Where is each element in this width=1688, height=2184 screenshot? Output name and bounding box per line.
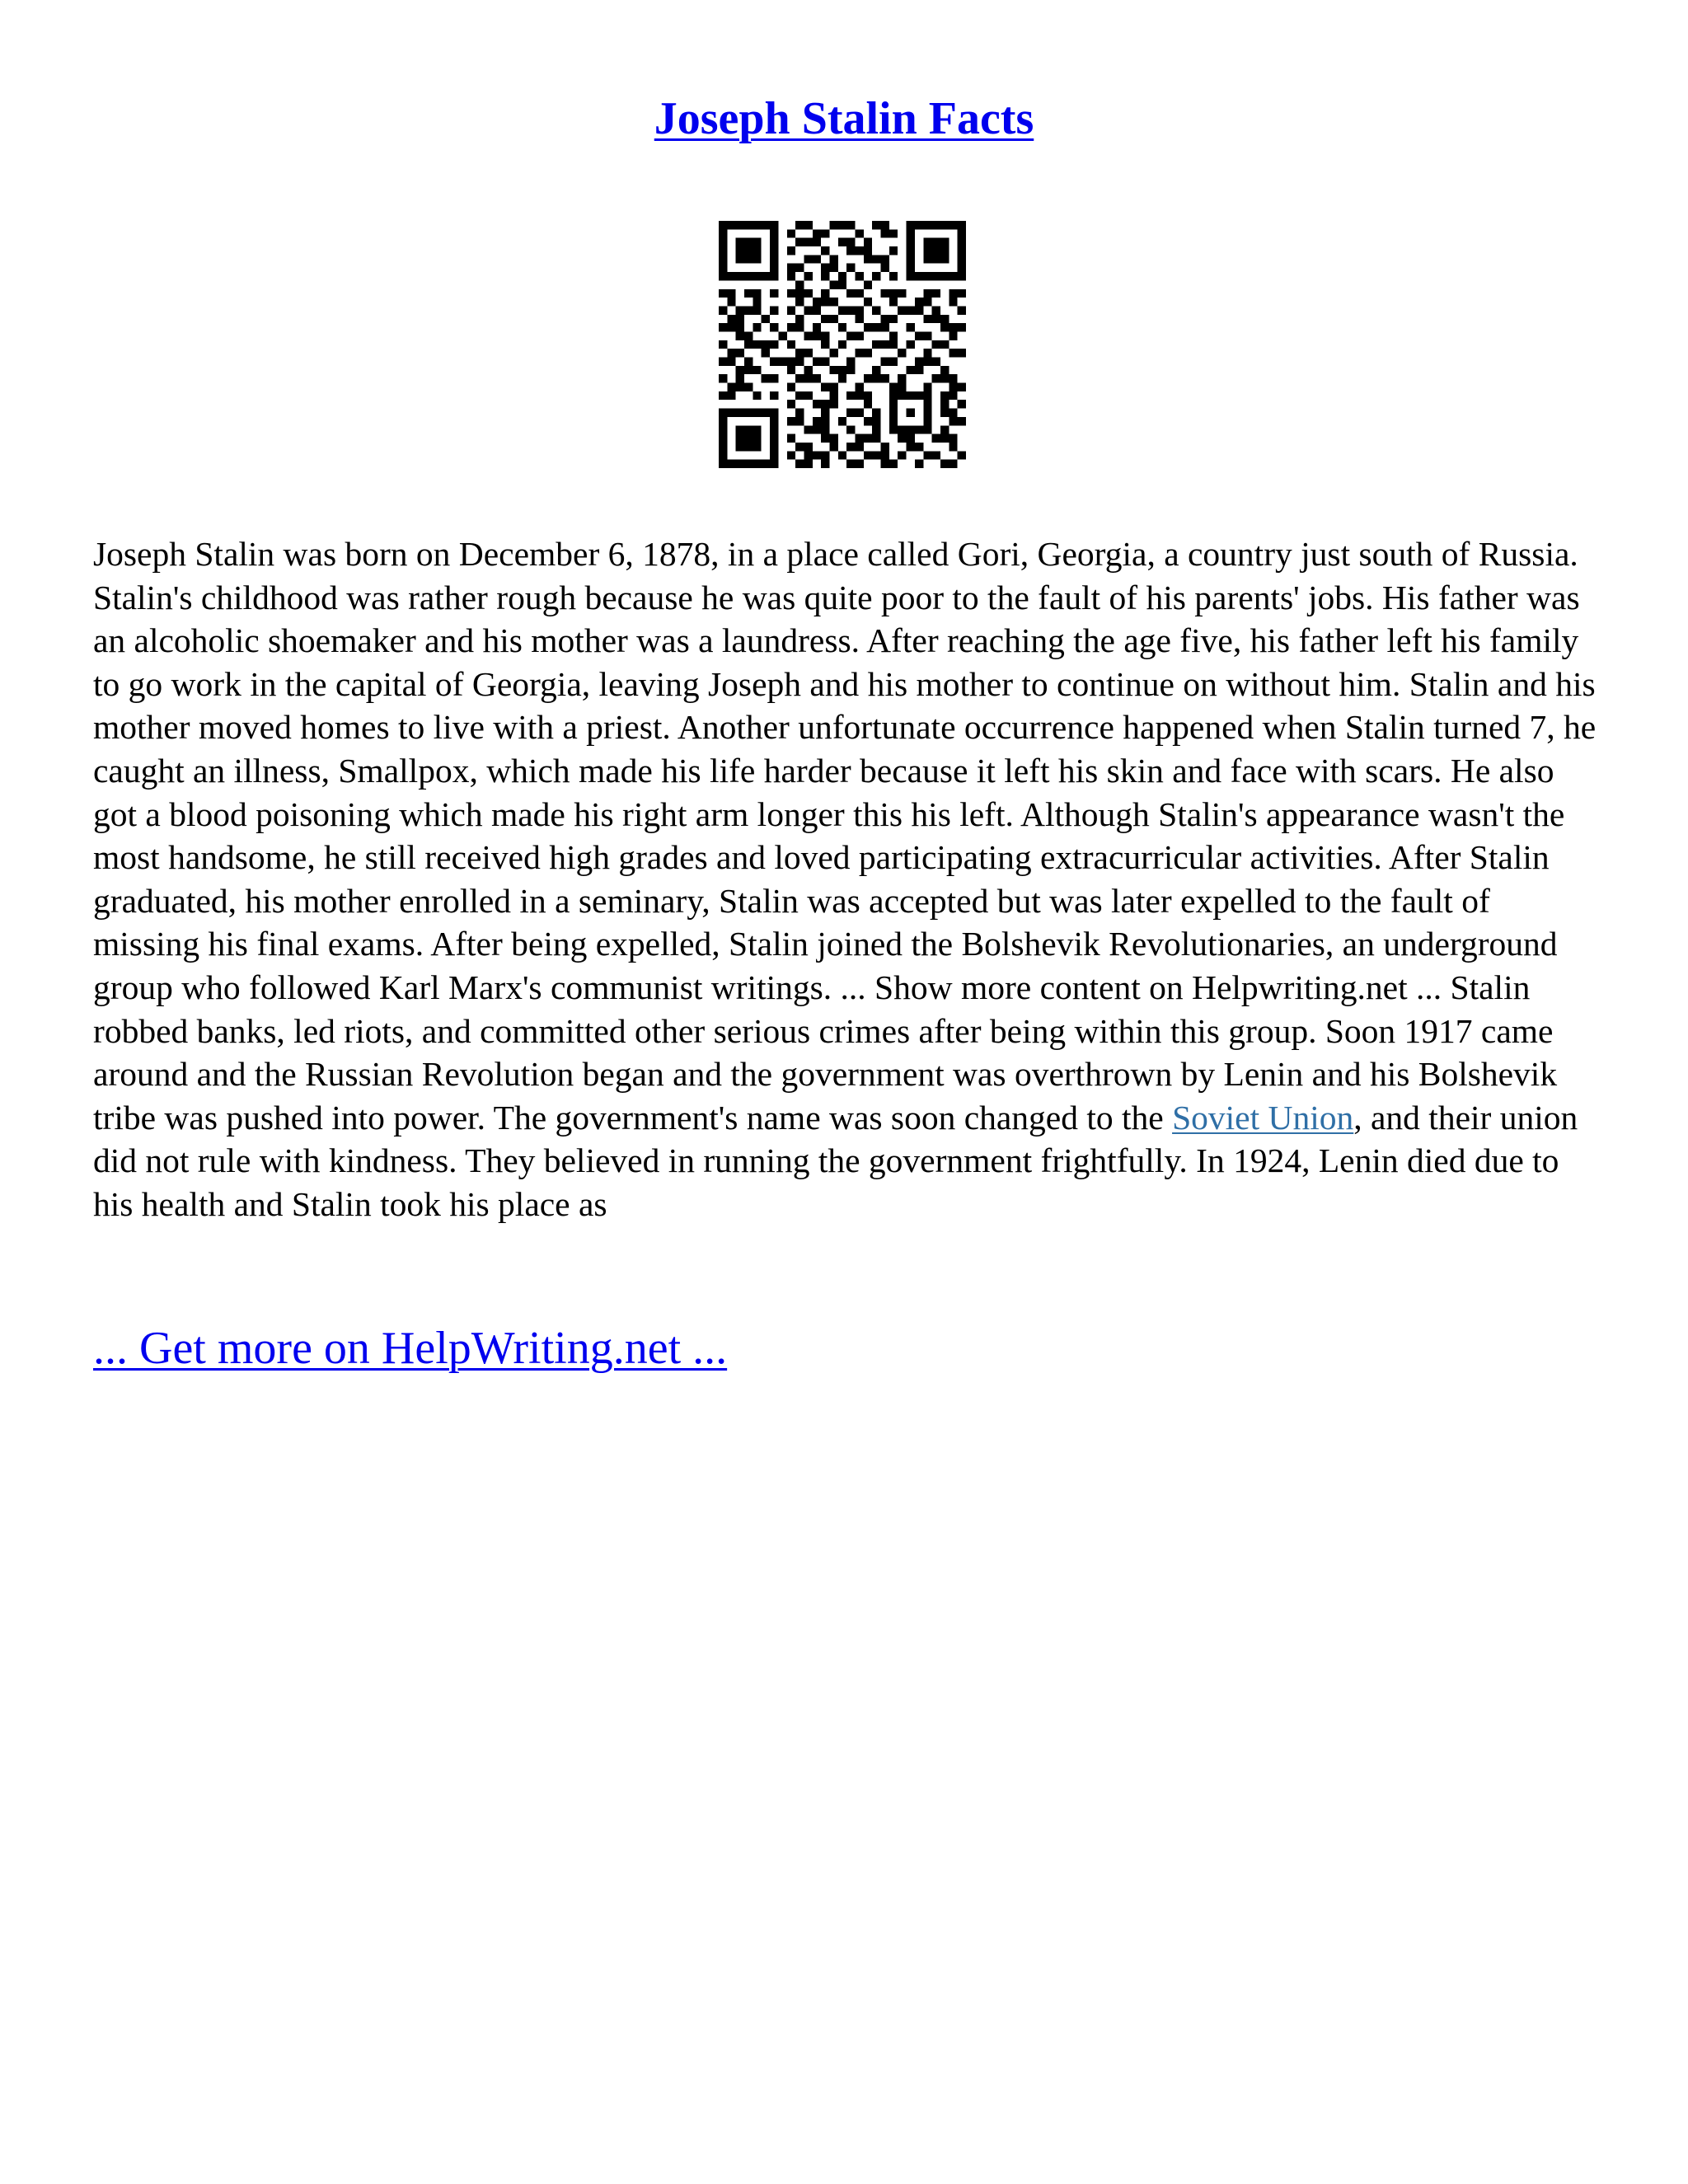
- page-title-link[interactable]: Joseph Stalin Facts: [654, 93, 1034, 144]
- title-container: [0, 89, 1688, 148]
- paragraph-text-before-link: Joseph Stalin was born on December 6, 1878, in a place called Gori, Georgia, a country just south of Russia. Stalin's childhood was rather rough because he was quite poor to the fault of his parents' jobs. His father was an alcoholic shoemaker and his mother was a laundress. After reaching the age five, his father left his family to go work in the capital of Georgia, leaving Joseph and his mother to continue on without him. Stalin and his mother moved homes to live with a priest. Another unfortunate occurrence happened when Stalin turned 7, he caught an illness, Smallpox, which made his life harder because it left his skin and face with scars. He also got a blood poisoning which made his right arm longer this his left. Although Stalin's appearance wasn't the most handsome, he still received high grades and loved participating extracurricular activities. After Stalin graduated, his mother enrolled in a seminary, Stalin was accepted but was later expelled to the fault of missing his final exams. After being expelled, Stalin joined the Bolshevik Revolutionaries, an underground group who followed Karl Marx's communist writings. ... Show more content on Helpwriting.net ... Stalin robbed banks, led riots, and committed other serious crimes after being within this group. Soon 1917 came around and the Russian Revolution began and the government was overthrown by Lenin and his Bolshevik tribe was pushed into power. The government's name was soon changed to the: [93, 535, 1597, 1137]
- soviet-union-link[interactable]: Soviet Union: [1172, 1098, 1354, 1137]
- get-more-link[interactable]: ... Get more on HelpWriting.net ...: [93, 1323, 728, 1374]
- article-paragraph: [93, 532, 1601, 1226]
- qr-code-icon: [719, 221, 966, 468]
- paragraph-text-after-link: , and their union did not rule with kindness. They believed in running the government frightfully. In 1924, Lenin died due to his health and Stalin took his place as: [93, 1098, 1578, 1223]
